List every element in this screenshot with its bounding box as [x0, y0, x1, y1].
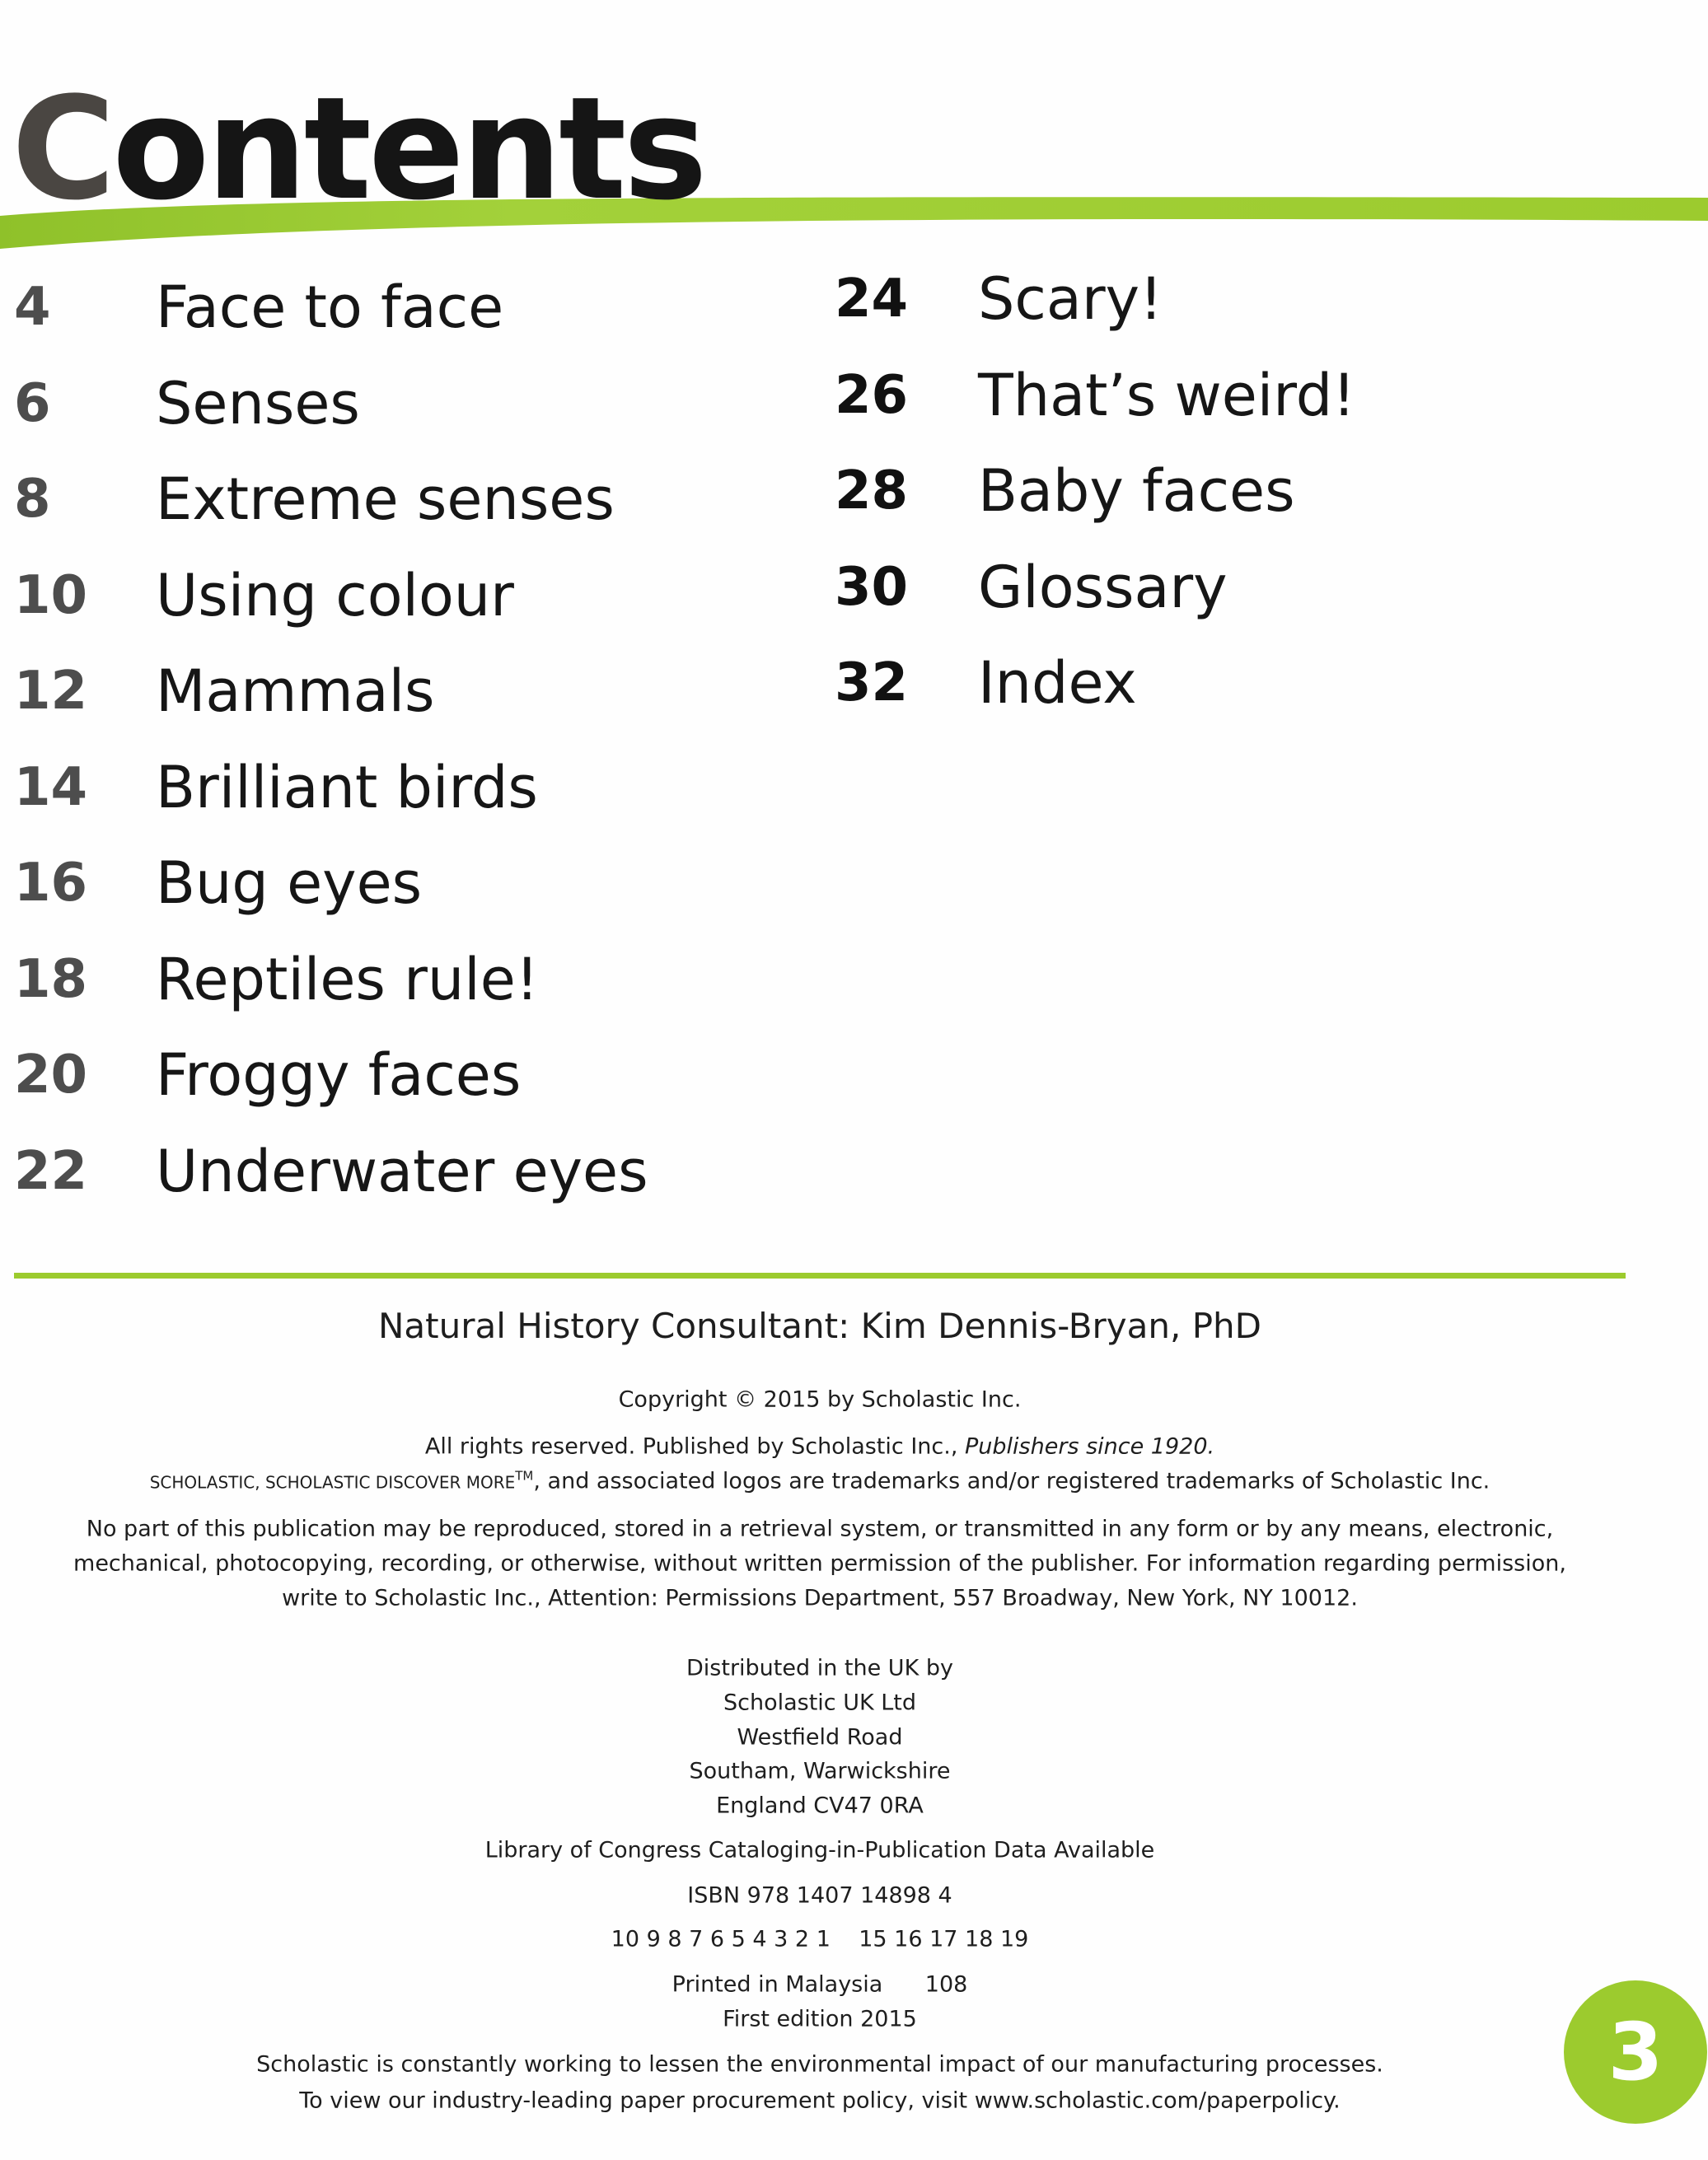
- distributor-line: Westfield Road: [737, 1724, 903, 1751]
- page-title: Contents: [12, 66, 704, 231]
- toc-entry-title: Mammals: [156, 657, 435, 725]
- toc-entry-title: Face to face: [156, 274, 504, 341]
- page-number-badge: 3: [1564, 1980, 1707, 2124]
- trademark-names: SCHOLASTIC, SCHOLASTIC DISCOVER MORE: [149, 1472, 516, 1493]
- toc-page-number: 6: [14, 372, 51, 434]
- distributor-line: Scholastic UK Ltd: [723, 1690, 917, 1716]
- toc-entry-title: Scary!: [978, 265, 1163, 333]
- toc-page-number: 22: [14, 1140, 88, 1202]
- toc-entry-title: Froggy faces: [156, 1041, 522, 1109]
- toc-entry-title: Bug eyes: [156, 849, 423, 917]
- notice-line: write to Scholastic Inc., Attention: Permissions Department, 557 Broadway, New York, NY 10012.: [282, 1585, 1358, 1611]
- toc-entry-title: That’s weird!: [978, 361, 1356, 429]
- trademark-text: , and associated logos are trademarks and/or registered trademarks of Scholastic Inc.: [533, 1468, 1490, 1494]
- toc-page-number: 14: [14, 756, 88, 818]
- toc-entry-title: Using colour: [156, 561, 514, 629]
- toc-page-number: 30: [835, 556, 909, 618]
- distributor-line: Distributed in the UK by: [686, 1655, 953, 1681]
- toc-page-number: 24: [835, 269, 909, 330]
- environment-line: To view our industry-leading paper procurement policy, visit www.scholastic.com/paperpolicy.: [299, 2088, 1341, 2114]
- notice-line: No part of this publication may be reproduced, stored in a retrieval system, or transmitted in any form or by any means, electronic,: [86, 1516, 1554, 1542]
- consultant-credit: Natural History Consultant: Kim Dennis-Bryan, PhD: [377, 1306, 1262, 1346]
- toc-page-number: 10: [14, 564, 88, 626]
- rights-line: [0, 1433, 1640, 1460]
- toc-entry-title: Reptiles rule!: [156, 945, 539, 1013]
- toc-page-number: 16: [14, 853, 88, 914]
- distributor-line: Southam, Warwickshire: [689, 1758, 951, 1784]
- isbn: ISBN 978 1407 14898 4: [687, 1882, 952, 1909]
- toc-entry-title: Senses: [156, 369, 360, 437]
- edition: First edition 2015: [723, 2006, 917, 2032]
- toc-entry-title: Underwater eyes: [156, 1137, 648, 1205]
- loc-line: Library of Congress Cataloging-in-Publication Data Available: [484, 1837, 1155, 1863]
- notice-line: mechanical, photocopying, recording, or otherwise, without written permission of the publisher. For information regarding permission,: [73, 1550, 1566, 1577]
- printed-in: Printed in Malaysia 108: [672, 1971, 968, 1998]
- toc-page-number: 12: [14, 661, 88, 722]
- toc-entry-title: Baby faces: [978, 457, 1295, 525]
- distributor-line: England CV47 0RA: [716, 1793, 924, 1819]
- environment-line: Scholastic is constantly working to lessen the environmental impact of our manufacturing processes.: [256, 2051, 1383, 2078]
- toc-page-number: 32: [835, 652, 909, 713]
- toc-page-number: 18: [14, 948, 88, 1010]
- toc-page-number: 28: [835, 461, 909, 521]
- toc-entry-title: Brilliant birds: [156, 753, 538, 821]
- toc-entry-title: Glossary: [978, 553, 1228, 621]
- toc-page-number: 20: [14, 1045, 88, 1106]
- toc-page-number: 8: [14, 469, 51, 530]
- toc-entry-title: Extreme senses: [156, 465, 615, 533]
- toc-page-number: 26: [835, 364, 909, 426]
- copyright: Copyright © 2015 by Scholastic Inc.: [618, 1386, 1022, 1413]
- divider: [14, 1273, 1626, 1279]
- rights-text: All rights reserved. Published by Scholastic Inc.,: [424, 1433, 958, 1460]
- tm-mark: TM: [515, 1468, 534, 1484]
- publisher-tagline: Publishers since 1920.: [965, 1433, 1215, 1460]
- trademark-line: [0, 1470, 1640, 1493]
- toc-page-number: 4: [14, 277, 51, 338]
- toc-entry-title: Index: [978, 649, 1137, 717]
- print-line: 10 9 8 7 6 5 4 3 2 1 15 16 17 18 19: [611, 1926, 1029, 1952]
